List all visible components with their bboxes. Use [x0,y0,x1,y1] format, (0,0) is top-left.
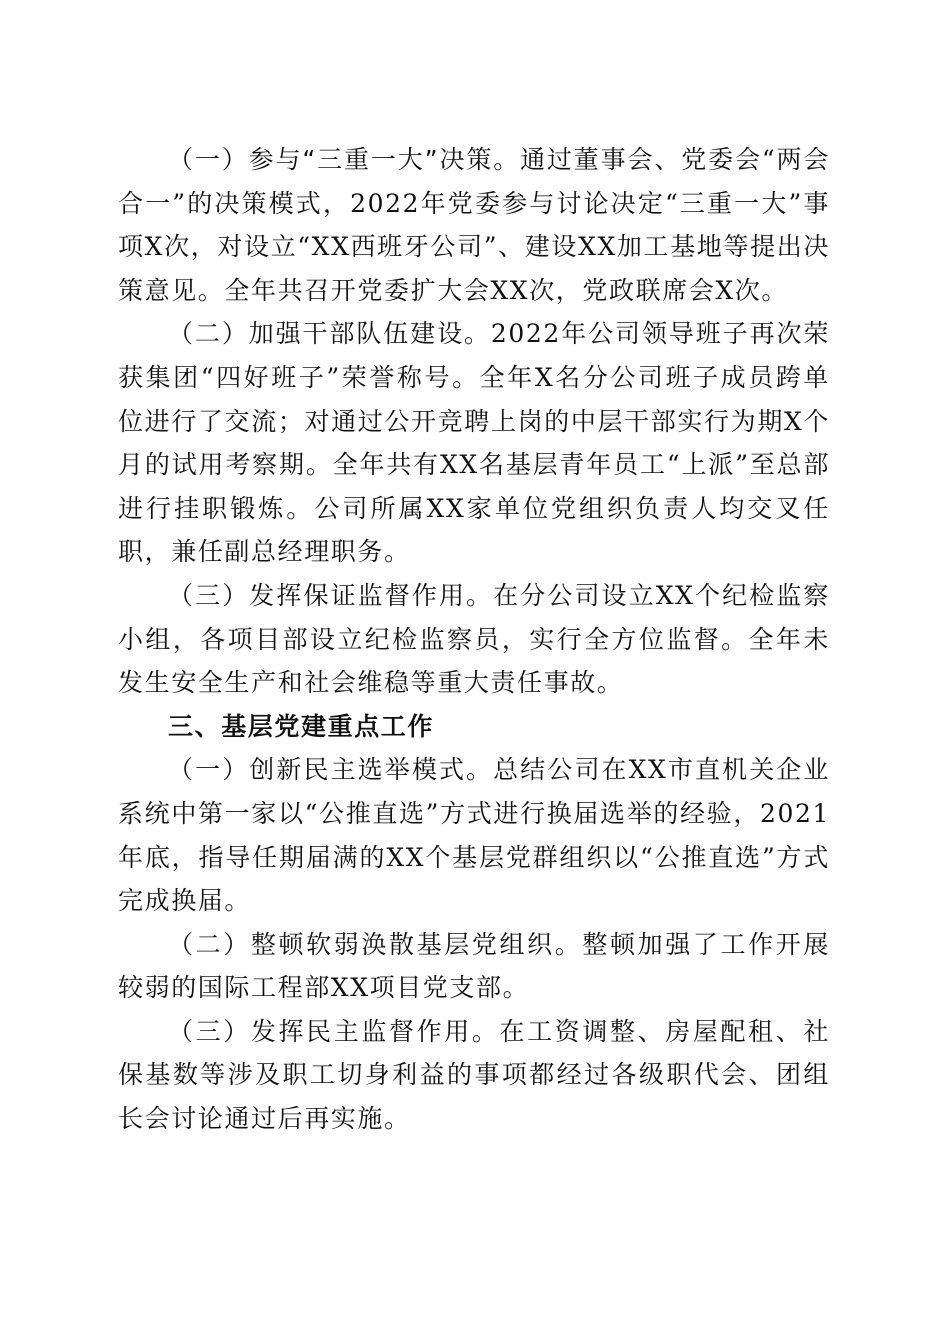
paragraph-lead: （二）整顿软弱涣散基层党组织。 [168,929,583,959]
paragraph-lead: （一）参与“三重一大”决策。 [168,145,521,174]
section-heading: 三、基层党建重点工作 [168,711,435,741]
paragraph-lead: （三）发挥保证监督作用。 [168,580,494,610]
paragraph-lead: （二）加强干部队伍建设。 [168,319,491,349]
paragraph-body: 整顿加强了工作开展较弱的国际工程部XX项目党支部。 [118,929,830,1003]
paragraph-body: 2022年公司领导班子再次荣获集团“四好班子”荣誉称号。全年X名分公司班子成员跨单位进行了交流；对通过公开竞聘上岗的中层干部实行为期X个月的试用考察期。全年共有XX名基层青年员工“上派”至总部进行挂职锻炼。公司所属XX家单位党组织负责人均交叉任职，兼任副总经理职务。 [118,319,831,567]
paragraph-cadre-building [118,312,830,574]
paragraph-body: 总结公司在XX市直机关企业系统中第一家以“公推直选”方式进行换届选举的经验，2021年底，指导任期届满的XX个基层党群组织以“公推直选”方式完成换届。 [118,755,831,916]
paragraph-body: 在分公司设立XX个纪检监察小组，各项目部设立纪检监察员，实行全方位监督。全年未发生安全生产和社会维稳等重大责任事故。 [118,580,831,698]
paragraph-lead: （三）发挥民主监督作用。 [168,1016,500,1046]
paragraph-supervision [118,574,830,705]
paragraph-party-decision [118,138,830,312]
paragraph-rectification [118,923,830,1010]
document-body [118,138,830,1141]
paragraph-election-mode [118,748,830,922]
paragraph-body: 通过董事会、党委会“两会合一”的决策模式，2022年党委参与讨论决定“三重一大”事项X次，对设立“XX西班牙公司”、建设XX加工基地等提出决策意见。全年共召开党委扩大会XX次，党政联席会X次。 [118,145,830,305]
paragraph-democratic-supervision [118,1010,830,1141]
paragraph-body: 在工资调整、房屋配租、社保基数等涉及职工切身利益的事项都经过各级职代会、团组长会讨论通过后再实施。 [118,1016,831,1134]
paragraph-lead: （一）创新民主选举模式。 [168,755,494,785]
